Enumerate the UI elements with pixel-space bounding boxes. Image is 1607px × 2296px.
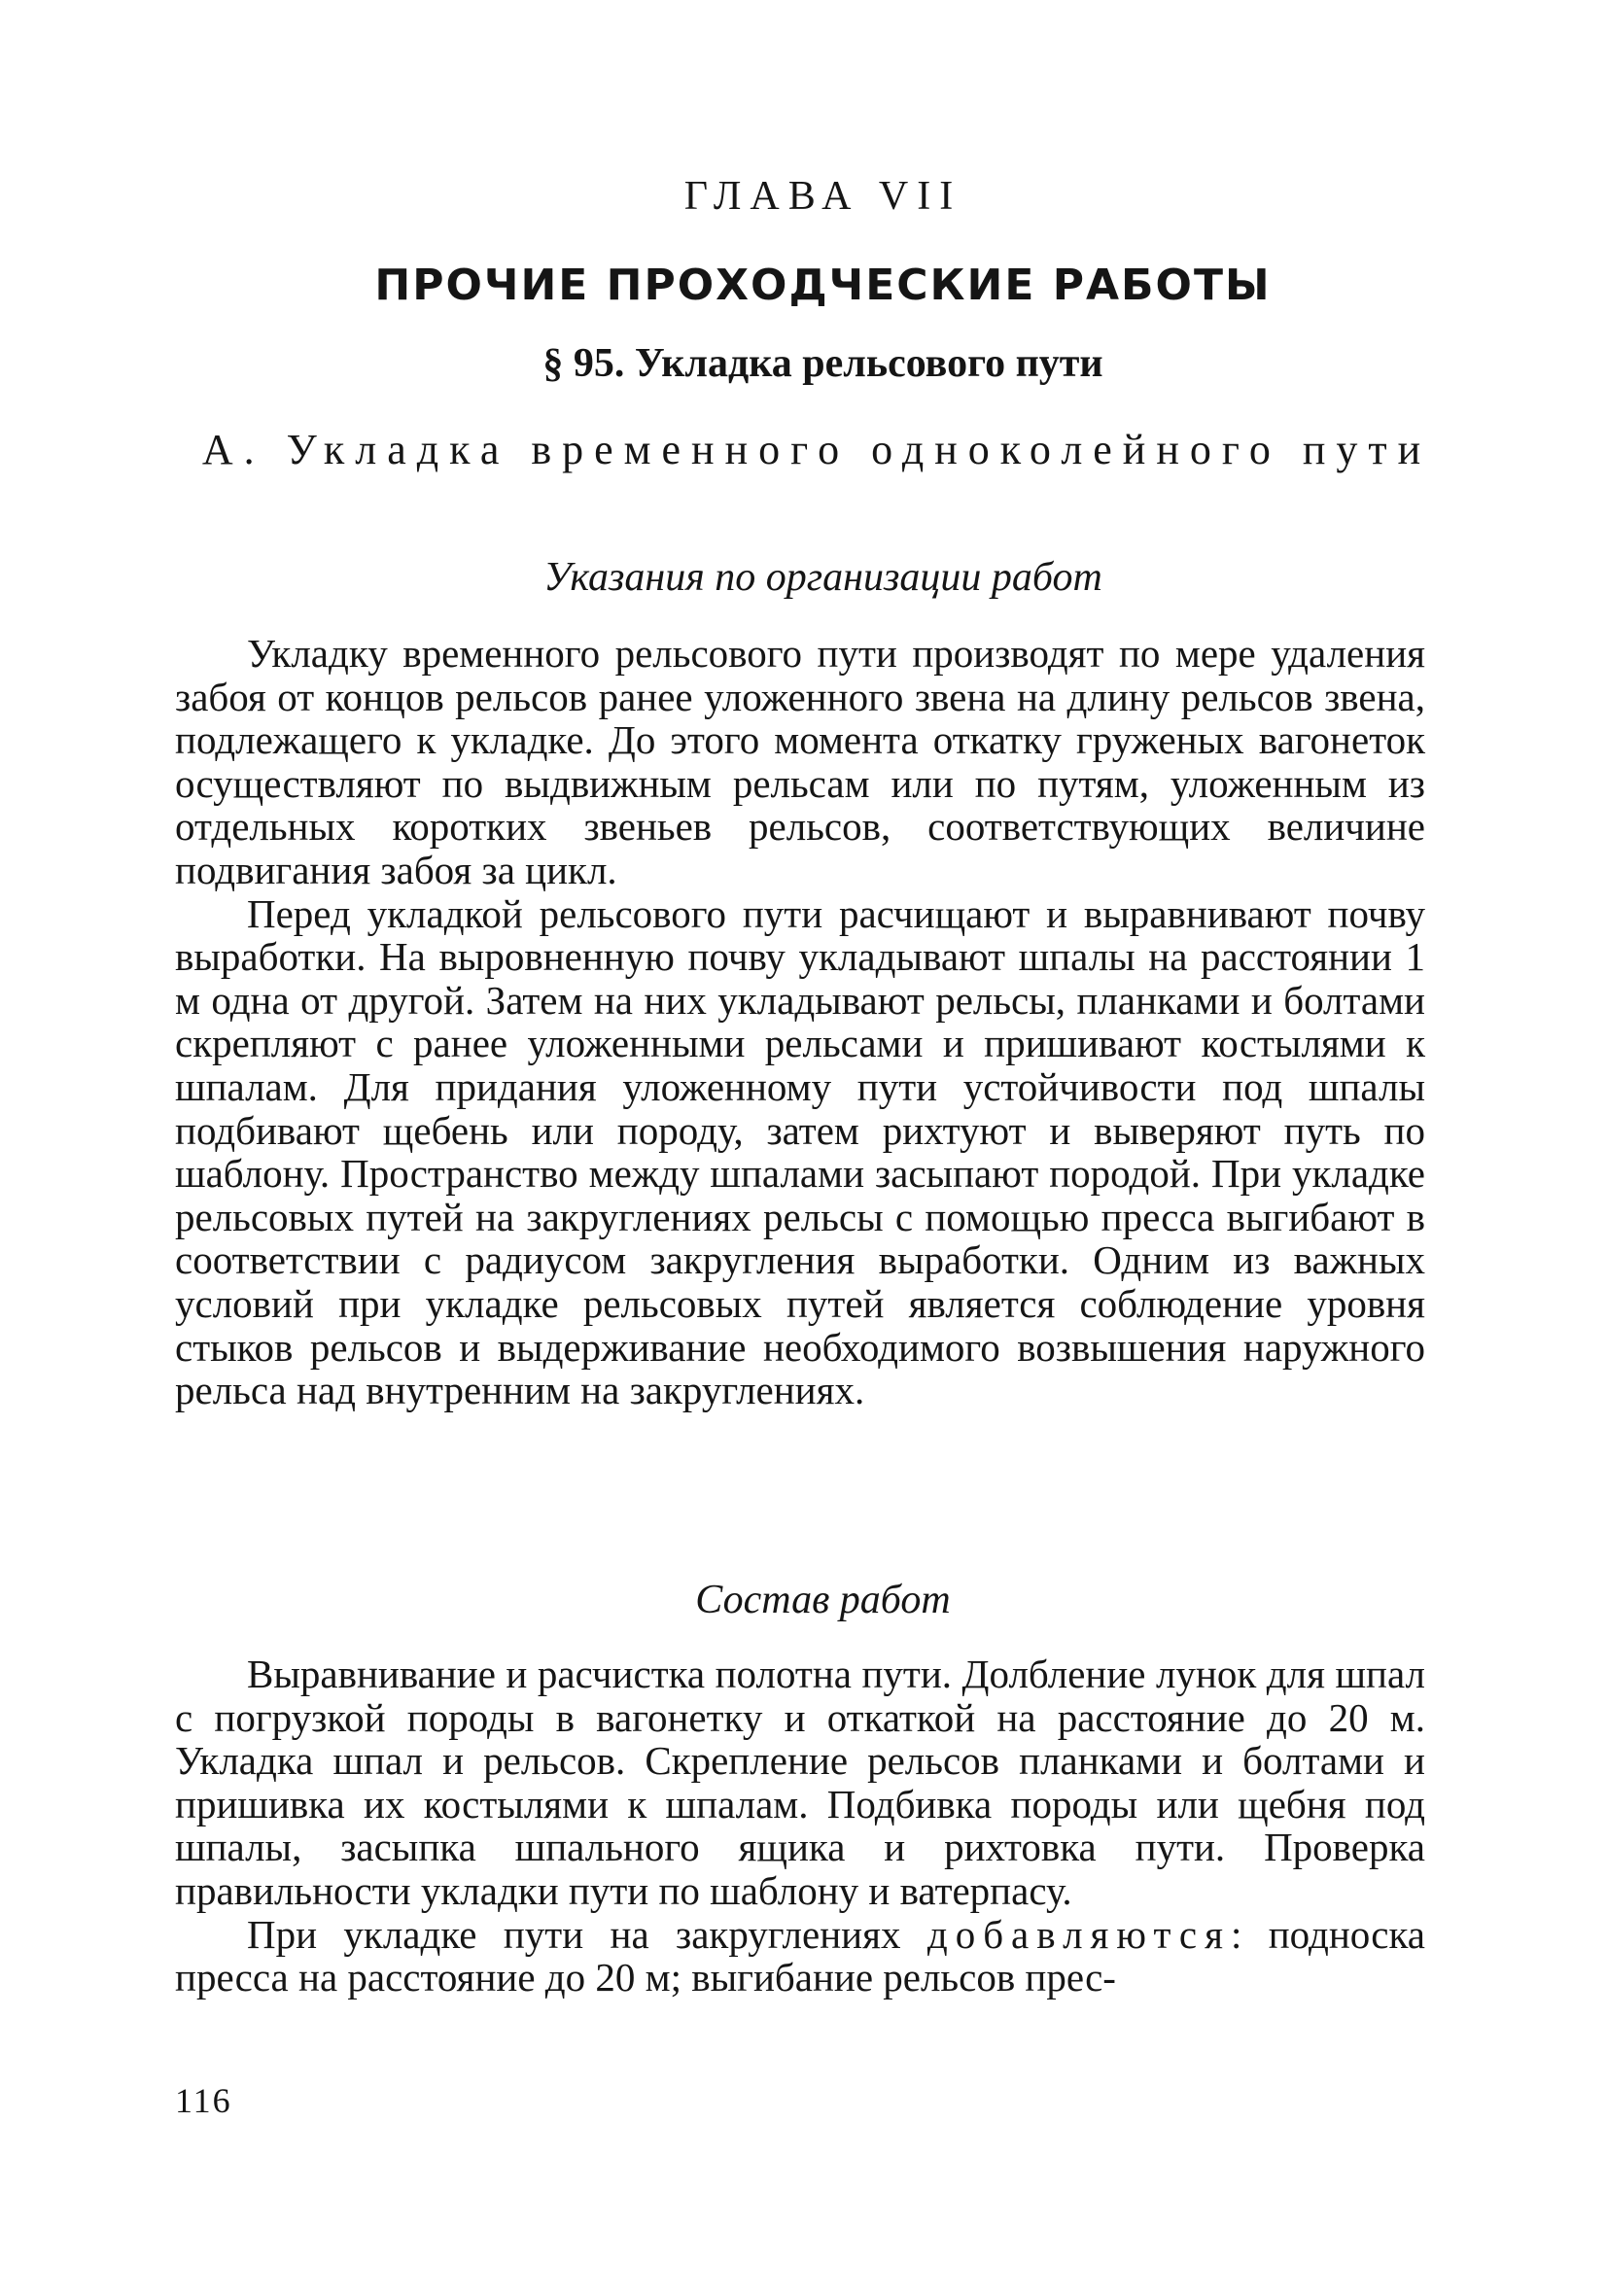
paragraph [175, 1913, 1425, 2000]
chapter-title: ПРОЧИЕ ПРОХОДЧЕСКИЕ РАБОТЫ [374, 261, 1272, 310]
organization-heading: Указания по организации работ [543, 555, 1102, 600]
composition-heading: Состав работ [695, 1578, 951, 1622]
paragraph-text: При укладке пути на закруглениях [247, 1911, 927, 1957]
subsection-title: А. Укладка временного одноколейного пути [201, 426, 1432, 473]
composition-text [175, 1652, 1425, 2000]
paragraph: Выравнивание и расчистка полотна пути. Долбление лунок для шпал с погрузкой породы в вагонетку и откаткой на расстояние до 20 м. Укладка шпал и рельсов. Скрепление рельсов планками и болтами и пришивка их костылями к шпалам. Подбивка породы или щебня под шпалы, засыпка шпального ящика и рихтовка пути. Проверка правильности укладки пути по шаблону и ватерпасу. [175, 1652, 1425, 1913]
section-title: § 95. Укладка рельсового пути [542, 341, 1103, 386]
paragraph: Перед укладкой рельсового пути расчищают и выравнивают почву выработки. На выровненную почву укладывают шпалы на расстоянии 1 м одна от другой. Затем на них укладывают рельсы, планками и болтами скрепляют с ранее уложенными рельсами и пришивают костылями к шпалам. Для придания уложенному пути устойчивости под шпалы подбивают щебень или породу, затем рихтуют и выверяют путь по шаблону. Пространство между шпалами засыпают породой. При укладке рельсовых путей на закруглениях рельсы с помощью пресса выгибают в соответствии с радиусом закругления выработки. Одним из важных условий при укладке рельсовых путей является соблюдение уровня стыков рельсов и выдерживание необходимого возвышения наружного рельса над внутренним на закруглениях. [175, 890, 1425, 1413]
spaced-emphasis: добавляются [926, 1911, 1231, 1957]
paragraph: Укладку временного рельсового пути производят по мере удаления забоя от концов рельсов ранее уложенного звена на длину рельсов звена, подлежащего к укладке. До этого момента откатку груженых вагонеток осуществляют по выдвижным рельсам или по путям, уложенным из отдельных коротких звеньев рельсов, соответствующих величине подвигания забоя за цикл. [175, 631, 1425, 892]
page-number: 116 [175, 2081, 232, 2120]
paragraph-text: : подноска пресса на расстояние до 20 м; выгибание рельсов прес- [175, 1911, 1425, 2000]
organization-text [175, 632, 1425, 1412]
chapter-label: ГЛАВА VII [683, 174, 962, 219]
